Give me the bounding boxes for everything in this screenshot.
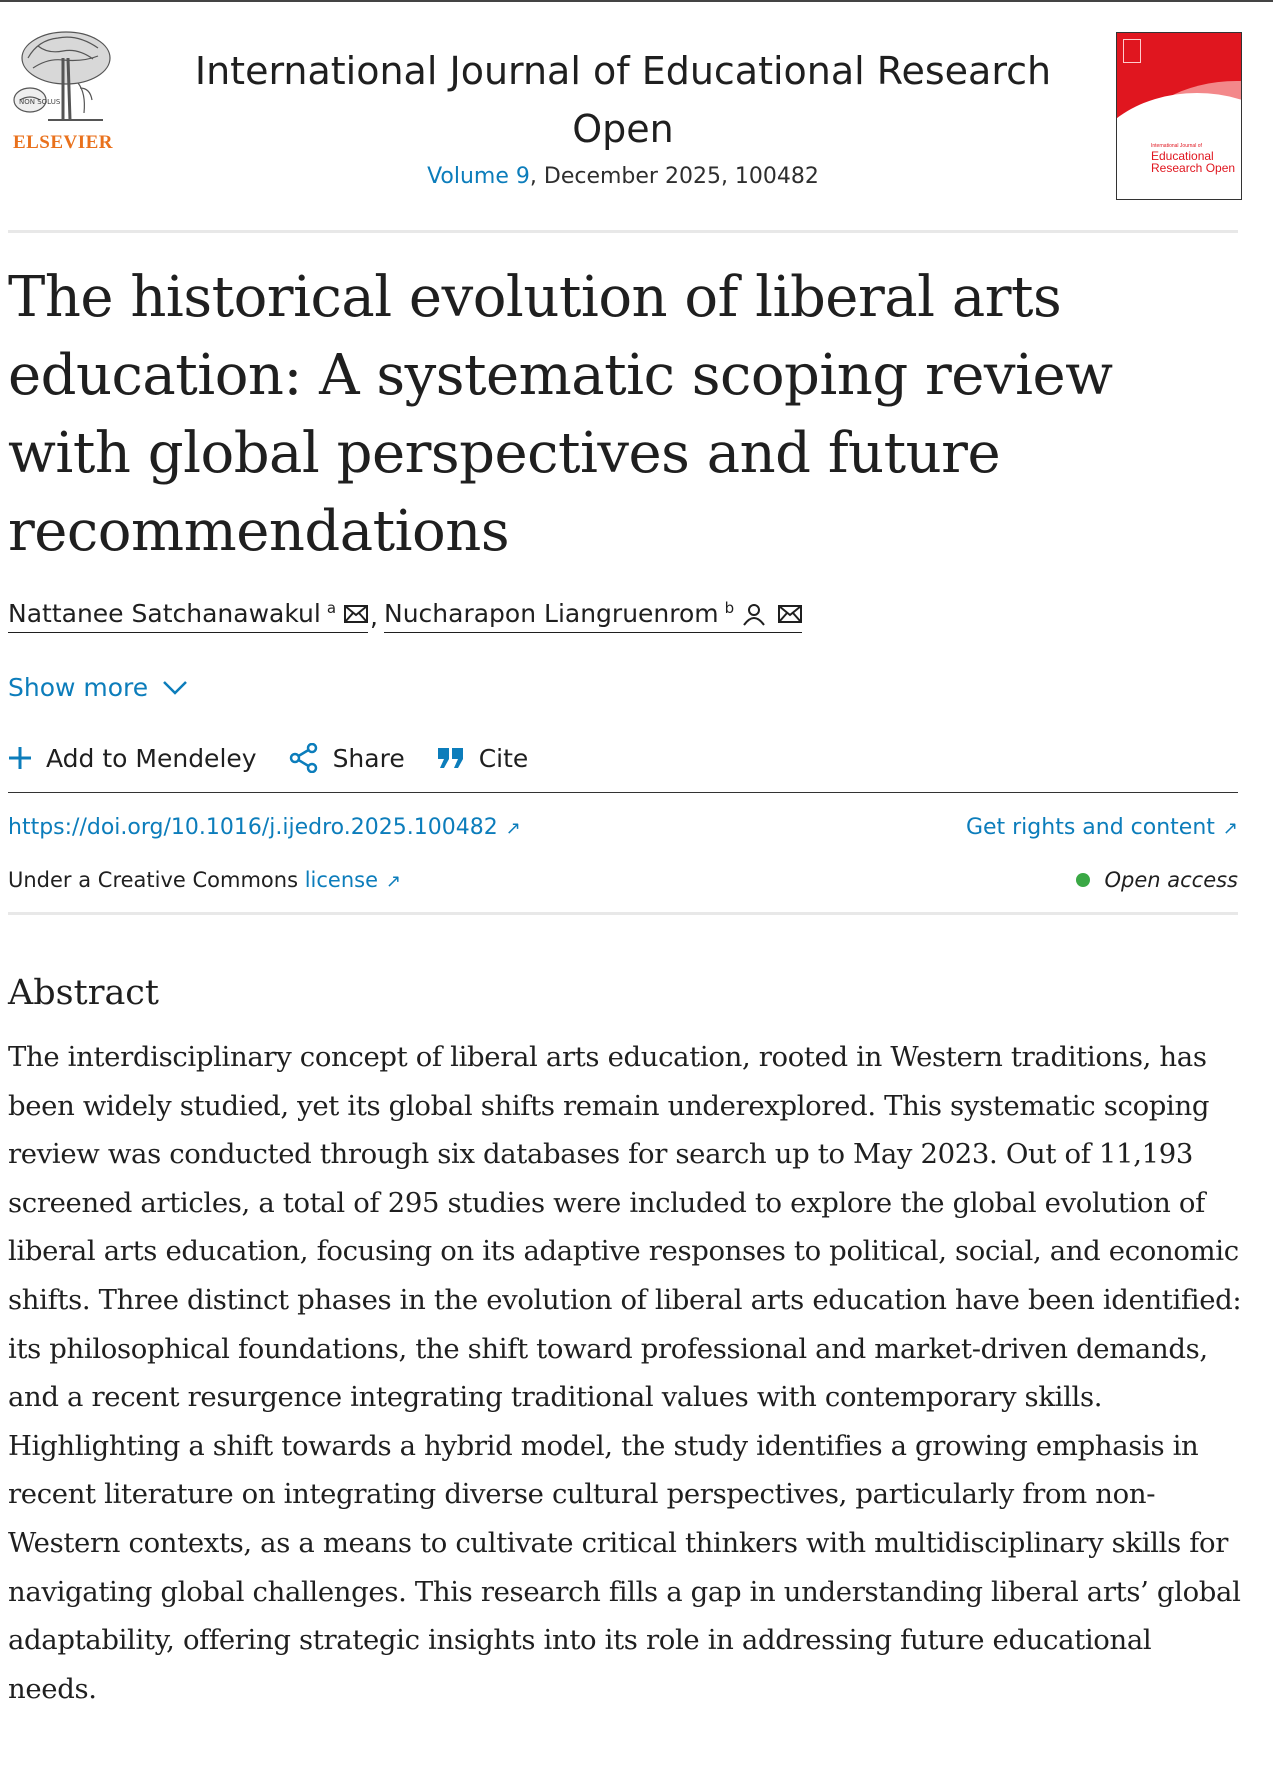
author-1[interactable] xyxy=(8,599,368,633)
license-row xyxy=(8,868,1238,892)
author-affiliation: a xyxy=(326,598,337,617)
show-more-label[interactable]: Show more xyxy=(8,673,149,702)
publisher-name: ELSEVIER xyxy=(12,132,114,153)
person-icon[interactable] xyxy=(742,602,766,626)
cover-main-text: Educational Research Open xyxy=(1151,149,1236,175)
abstract-heading: Abstract xyxy=(8,973,159,1013)
article-title: The historical evolution of liberal arts education: A systematic scoping review with global perspectives and future recommendations xyxy=(8,265,1113,564)
author-list xyxy=(8,599,1238,633)
add-to-mendeley-button[interactable] xyxy=(8,744,257,773)
doi-link[interactable] xyxy=(8,815,521,840)
section-divider xyxy=(8,912,1238,915)
journal-title[interactable]: International Journal of Educational Research Open xyxy=(194,49,1052,151)
author-affiliation: b xyxy=(724,598,735,617)
journal-issue-meta xyxy=(168,164,1078,189)
external-link-icon: ↗ xyxy=(1222,818,1238,839)
open-access-dot-icon xyxy=(1076,873,1090,887)
elsevier-tree-icon xyxy=(8,28,118,128)
article-page xyxy=(8,0,1242,1713)
svg-text:NON SOLUS: NON SOLUS xyxy=(19,98,61,106)
mendeley-label[interactable]: Add to Mendeley xyxy=(46,743,257,773)
chevron-down-icon[interactable] xyxy=(162,680,188,696)
author-name[interactable]: Nucharapon Liangruenrom xyxy=(384,599,719,628)
email-icon[interactable] xyxy=(344,605,368,623)
external-link-icon: ↗ xyxy=(505,818,521,839)
doi-text[interactable]: https://doi.org/10.1016/j.ijedro.2025.100482 xyxy=(8,815,498,840)
quote-icon xyxy=(437,747,465,769)
author-name[interactable]: Nattanee Satchanawakul xyxy=(8,599,321,628)
journal-header xyxy=(8,0,1238,230)
email-icon[interactable] xyxy=(778,605,802,623)
abstract-body: The interdisciplinary concept of liberal arts education, rooted in Western traditions, has been widely studied, yet its global shifts remain underexplored. This systematic scoping review was conducted through six databases for search up to May 2023. Out of 11,193 screened articles, a total of 295 studies were included to explore the global evolution of liberal arts education, focusing on its adaptive responses to political, social, and economic shifts. Three distinct phases in the evolution of liberal arts education have been identified: its philosophical foundations, the shift toward professional and market-driven demands, and a recent resurgence integrating traditional values with contemporary skills. Highlighting a shift towards a hybrid model, the study identifies a growing emphasis in recent literature on integrating diverse cultural perspectives, particularly from non-Western contexts, as a means to cultivate critical thinkers with multidisciplinary skills for navigating global challenges. This research fills a gap in understanding liberal arts’ global adaptability, offering strategic insights into its role in addressing future educational needs. xyxy=(8,1041,1242,1705)
header-divider xyxy=(8,230,1238,233)
share-icon xyxy=(289,743,319,773)
journal-cover-image[interactable] xyxy=(1116,32,1242,200)
volume-link[interactable]: Volume 9 xyxy=(427,164,530,189)
share-button[interactable] xyxy=(289,743,405,773)
toolbar-divider xyxy=(8,792,1238,793)
cite-button[interactable] xyxy=(437,744,529,773)
cover-title xyxy=(1151,143,1236,174)
open-access-badge xyxy=(1076,868,1238,892)
license-statement xyxy=(8,868,401,892)
author-separator: , xyxy=(370,601,378,631)
external-link-icon: ↗ xyxy=(386,871,402,892)
open-access-label: Open access xyxy=(1104,868,1238,892)
cover-small-text: International Journal of xyxy=(1151,143,1202,149)
license-prefix: Under a Creative Commons xyxy=(8,868,305,892)
license-link-text[interactable]: license xyxy=(304,868,379,892)
rights-text[interactable]: Get rights and content xyxy=(965,815,1215,840)
journal-title-block xyxy=(168,42,1078,189)
show-more-button[interactable] xyxy=(8,673,1238,702)
share-label[interactable]: Share xyxy=(332,743,405,773)
doi-row xyxy=(8,815,1238,840)
cover-publisher-mark xyxy=(1123,39,1141,63)
author-2[interactable] xyxy=(384,599,802,633)
issue-details: , December 2025, 100482 xyxy=(529,164,819,189)
license-link[interactable] xyxy=(305,868,401,892)
article-toolbar xyxy=(8,738,1238,778)
get-rights-link[interactable] xyxy=(966,815,1238,840)
plus-icon xyxy=(8,746,32,770)
cite-label[interactable]: Cite xyxy=(478,743,529,773)
